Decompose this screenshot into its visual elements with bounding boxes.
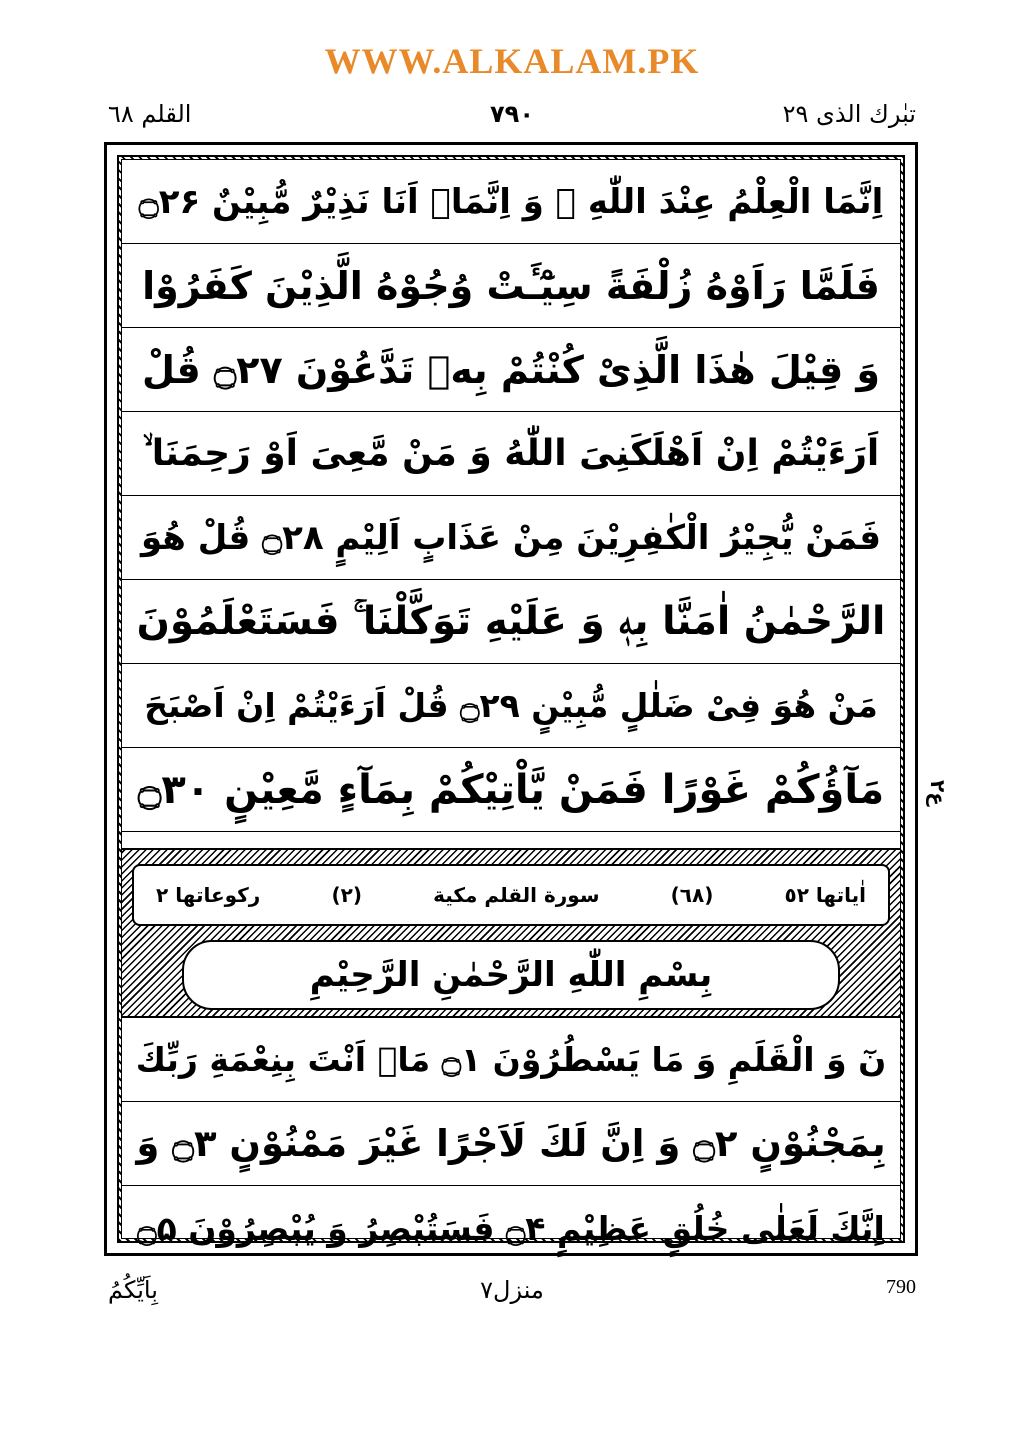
verse-line-2: فَلَمَّا رَاَوْهُ زُلْفَةً سِیْٓـَٔتْ وُجُوْهُ الَّذِیْنَ كَفَرُوْا [122,244,900,328]
verse-line-10: بِمَجْنُوْنٍ ۝۲ وَ اِنَّ لَكَ لَاَجْرًا غَیْرَ مَمْنُوْنٍ ۝۳ وَ [122,1102,900,1186]
verse-line-1: اِنَّمَا الْعِلْمُ عِنْدَ اللّٰهِ ۪ وَ اِنَّمَاۤ اَنَا نَذِیْرٌ مُّبِیْنٌ ۝۲۶ [122,160,900,244]
revelation-order: (٢) [331,883,362,907]
bismillah: بِسْمِ اللّٰهِ الرَّحْمٰنِ الرَّحِیْمِ [182,940,840,1010]
verse-line-3: وَ قِیْلَ هٰذَا الَّذِیْ كُنْتُمْ بِهٖ تَدَّعُوْنَ ۝۲۷ قُلْ [122,328,900,412]
verse-line-9: نٓ وَ الْقَلَمِ وَ مَا یَسْطُرُوْنَ ۝۱ مَاۤ اَنْتَ بِنِعْمَةِ رَبِّكَ [122,1018,900,1102]
page-number: 790 [886,1276,916,1298]
text-area [121,159,901,1248]
surah-title-strip [132,864,890,926]
verse-line-8: مَآؤُكُمْ غَوْرًا فَمَنْ یَّاْتِیْكُمْ بِمَآءٍ مَّعِیْنٍ ۝۳۰ [122,748,900,832]
ruku-side-mark: ع٢ [926,780,950,806]
verse-line-6: الرَّحْمٰنُ اٰمَنَّا بِهٖ وَ عَلَیْهِ تَوَكَّلْنَا ۚ فَسَتَعْلَمُوْنَ [122,580,900,664]
juz-name-header: تبٰرك الذى ٢٩ [782,100,916,128]
catchword: بِاَیِّكُمُ [108,1276,158,1304]
site-url: WWW.ALKALAM.PK [324,41,700,81]
surah-title: سورة القلم مكية [433,883,600,907]
verse-line-5: فَمَنْ یُّجِیْرُ الْكٰفِرِیْنَ مِنْ عَذَابٍ اَلِیْمٍ ۝۲۸ قُلْ هُوَ [122,496,900,580]
ruku-count-label: ركوعاتها ٢ [156,883,261,907]
manzil-label: منزل٧ [480,1276,544,1304]
verse-line-4: اَرَءَیْتُمْ اِنْ اَهْلَكَنِیَ اللّٰهُ وَ مَنْ مَّعِیَ اَوْ رَحِمَنَا ۙ [122,412,900,496]
surah-name-header: القلم ٦٨ [108,100,192,128]
surah-number: (٦٨) [670,883,714,907]
page-border-frame [104,142,918,1256]
verse-line-7: مَنْ هُوَ فِیْ ضَلٰلٍ مُّبِیْنٍ ۝۲۹ قُلْ اَرَءَیْتُمْ اِنْ اَصْبَحَ [122,664,900,748]
ayat-count-label: اٰیاتها ٥٢ [784,883,866,907]
verse-line-11: اِنَّكَ لَعَلٰى خُلُقٍ عَظِیْمٍ ۝۴ فَسَتُبْصِرُ وَ یُبْصِرُوْنَ ۝۵ [137,1208,885,1248]
surah-header-box [122,848,900,1018]
page-number-arabic: ٧٩٠ [490,100,534,128]
